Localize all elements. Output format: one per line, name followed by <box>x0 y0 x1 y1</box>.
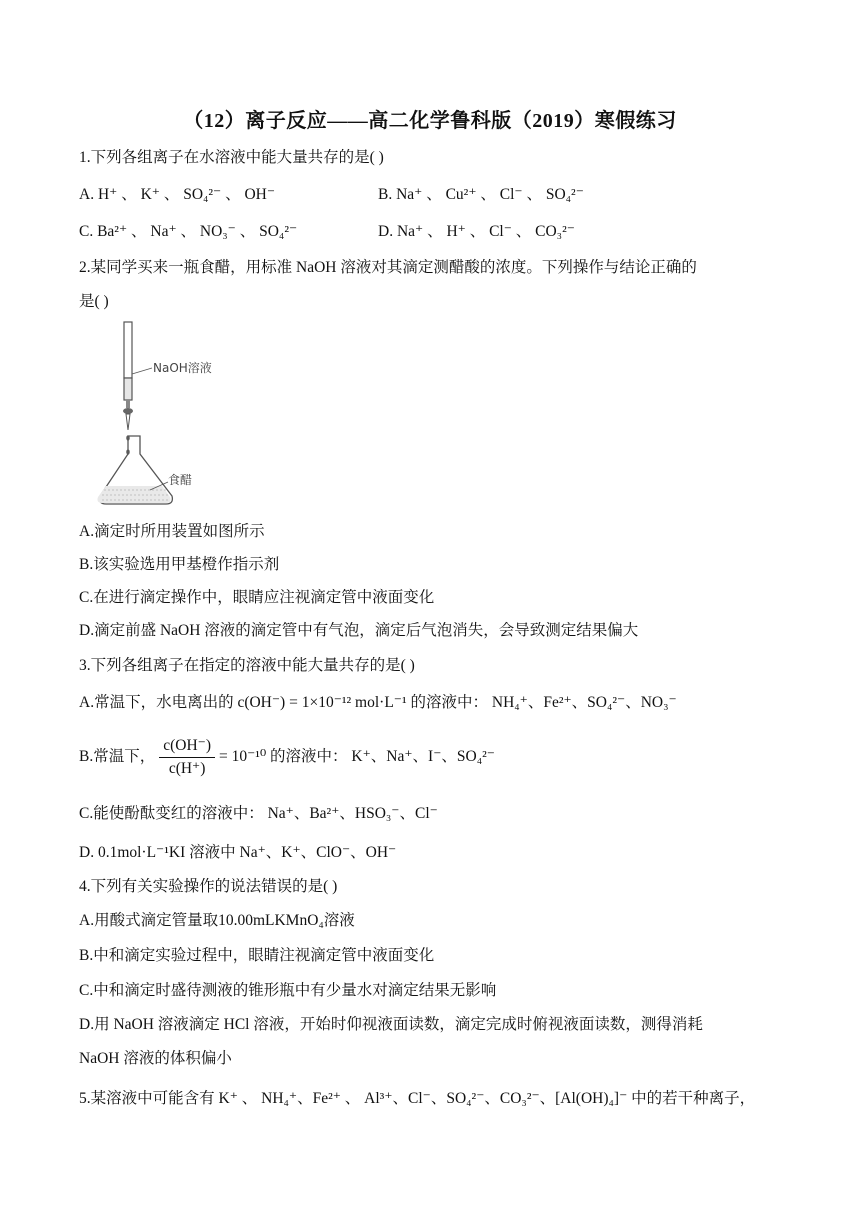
stopcock <box>123 408 133 414</box>
q3-option-b-fraction <box>159 735 215 780</box>
vinegar-label: 食醋 <box>168 473 193 487</box>
titration-figure <box>96 318 246 514</box>
q4-option-b: B.中和滴定实验过程中，眼睛注视滴定管中液面变化 <box>79 947 435 964</box>
q1-option-c: C. Ba²⁺ 、 Na⁺ 、 NO₃⁻ 、 SO₄²⁻ <box>79 223 298 240</box>
q4-option-a: A.用酸式滴定管量取10.00mLKMnO₄溶液 <box>79 912 355 929</box>
q1-option-a: A. H⁺ 、 K⁺ 、 SO₄²⁻ 、 OH⁻ <box>79 186 276 203</box>
naoh-label-pointer <box>132 368 152 374</box>
q1-stem: 1.下列各组离子在水溶液中能大量共存的是( ) <box>79 149 384 166</box>
q3-stem: 3.下列各组离子在指定的溶液中能大量共存的是( ) <box>79 657 415 674</box>
q3-fraction-denominator: c(H⁺) <box>168 760 206 777</box>
q5-stem: 5.某溶液中可能含有 K⁺ 、 NH₄⁺、Fe²⁺ 、 Al³⁺、Cl⁻、SO₄²⁻、CO₃²⁻、[Al(OH)₄]⁻ 中的若干种离子， <box>79 1090 756 1107</box>
q4-option-d-line2: NaOH 溶液的体积偏小 <box>79 1050 232 1067</box>
q3-fraction-numerator: c(OH⁻) <box>159 735 215 758</box>
vinegar-liquid <box>98 486 171 503</box>
q3-option-d: D. 0.1mol·L⁻¹KI 溶液中 Na⁺、K⁺、ClO⁻、OH⁻ <box>79 844 397 861</box>
q2-stem-line1: 2.某同学买来一瓶食醋，用标准 NaOH 溶液对其滴定测醋酸的浓度。下列操作与结论正确的 <box>79 259 697 276</box>
q2-option-a: A.滴定时所用装置如图所示 <box>79 523 265 540</box>
q2-option-c: C.在进行滴定操作中，眼睛应注视滴定管中液面变化 <box>79 589 435 606</box>
q3-option-c: C.能使酚酞变红的溶液中： Na⁺、Ba²⁺、HSO₃⁻、Cl⁻ <box>79 805 438 822</box>
q1-option-b: B. Na⁺ 、 Cu²⁺ 、 Cl⁻ 、 SO₄²⁻ <box>378 186 584 203</box>
q4-stem: 4.下列有关实验操作的说法错误的是( ) <box>79 878 338 895</box>
burette-liquid <box>124 378 132 400</box>
burette-rubber-tube <box>126 400 130 408</box>
q1-option-d: D. Na⁺ 、 H⁺ 、 Cl⁻ 、 CO₃²⁻ <box>378 223 575 240</box>
q4-option-d-line1: D.用 NaOH 溶液滴定 HCl 溶液，开始时仰视液面读数，滴定完成时俯视液面读数，测得消耗 <box>79 1016 703 1033</box>
q2-option-b: B.该实验选用甲基橙作指示剂 <box>79 556 280 573</box>
q4-option-c: C.中和滴定时盛待测液的锥形瓶中有少量水对滴定结果无影响 <box>79 982 497 999</box>
q2-option-d: D.滴定前盛 NaOH 溶液的滴定管中有气泡，滴定后气泡消失，会导致测定结果偏大 <box>79 622 639 639</box>
naoh-solution-label: NaOH溶液 <box>153 361 212 375</box>
q3-option-a: A.常温下，水电离出的 c(OH⁻) = 1×10⁻¹² mol·L⁻¹ 的溶液中： NH₄⁺、Fe²⁺、SO₄²⁻、NO₃⁻ <box>79 694 677 711</box>
burette-tube <box>124 322 132 378</box>
q3-option-b-suffix: = 10⁻¹⁰ 的溶液中： K⁺、Na⁺、I⁻、SO₄²⁻ <box>219 748 495 766</box>
titration-apparatus-diagram <box>96 318 246 514</box>
burette-tip <box>126 414 130 430</box>
q3-option-b <box>79 735 495 780</box>
q3-option-b-prefix: B.常温下， <box>79 748 156 766</box>
page-title: （12）离子反应——高二化学鲁科版（2019）寒假练习 <box>183 110 677 132</box>
q2-stem-line2: 是( ) <box>79 293 109 310</box>
